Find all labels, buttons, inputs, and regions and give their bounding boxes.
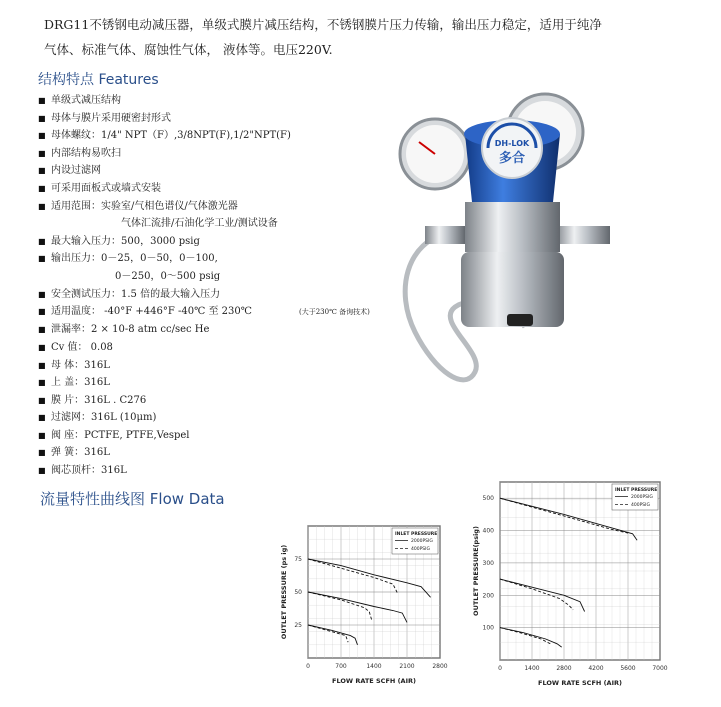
feature-item	[38, 268, 370, 286]
features-title: 结构特点 Features	[38, 72, 159, 88]
x-tick-label: 2800	[432, 663, 448, 670]
bullet-icon: ■	[38, 378, 46, 388]
feature-text: 上 盖：316L	[51, 377, 110, 389]
feature-item	[38, 409, 370, 427]
bullet-icon: ■	[38, 342, 46, 352]
feature-item	[38, 162, 370, 180]
x-tick-label: 1400	[366, 663, 382, 670]
x-tick-label: 4200	[588, 665, 604, 672]
feature-text: 弹 簧：316L	[51, 447, 110, 459]
feature-item	[38, 92, 370, 110]
feature-text: 内部结构易吹扫	[51, 147, 121, 159]
feature-text: 过滤网：316L (10μm)	[51, 412, 157, 424]
feature-item	[38, 444, 370, 462]
feature-text: 内设过滤网	[51, 165, 101, 177]
feature-text: 单级式减压结构	[51, 95, 121, 106]
feature-text: 母体螺纹：1/4" NPT（F）,3/8NPT(F),1/2"NPT(F)	[51, 130, 291, 142]
feature-text: 泄漏率：2 × 10-8 atm cc/sec He	[51, 324, 210, 336]
outlet-fitting	[555, 226, 610, 244]
bullet-icon: ■	[38, 183, 46, 193]
feature-item	[38, 110, 370, 128]
feature-text: Cv 值： 0.08	[51, 341, 113, 353]
x-tick-label: 0	[306, 663, 310, 670]
y-tick-label: 75	[294, 556, 302, 563]
bullet-icon: ■	[38, 360, 46, 370]
y-tick-label: 200	[482, 592, 494, 600]
x-tick-label: 0	[498, 665, 502, 672]
feature-item	[38, 321, 370, 339]
legend-entry: 2000PSIG	[631, 495, 653, 500]
feature-text: 适用范围：实验室/气相色谱仪/气体激光器	[51, 200, 238, 212]
feature-text: (大于230℃ 备询技术)	[299, 307, 370, 316]
feature-item	[38, 392, 370, 410]
bullet-icon: ■	[38, 254, 46, 264]
feature-text: 母 体：316L	[51, 359, 110, 371]
feature-text: 0－250，0～500 psig	[115, 270, 221, 282]
feature-text: 气体汇流排/石油化学工业/测试设备	[121, 218, 278, 230]
regulator-illustration	[395, 92, 635, 422]
x-tick-label: 7000	[652, 665, 668, 672]
bullet-icon: ■	[38, 466, 46, 476]
y-tick-label: 100	[482, 624, 494, 632]
y-axis-label: OUTLET PRESSURE(psig)	[472, 526, 480, 616]
feature-text: 可采用面板式或墙式安装	[51, 182, 161, 194]
feature-item	[38, 180, 370, 198]
bullet-icon: ■	[38, 166, 46, 176]
x-tick-label: 2100	[399, 663, 415, 670]
x-axis-label: FLOW RATE SCFH (AIR)	[538, 679, 622, 687]
bullet-icon	[38, 215, 51, 233]
intro-text	[44, 12, 694, 62]
brand-badge	[482, 118, 542, 178]
feature-item	[38, 339, 370, 357]
bullet-icon: ■	[38, 236, 46, 246]
bullet-icon: ■	[38, 148, 46, 158]
x-tick-label: 700	[335, 663, 347, 670]
feature-item	[38, 198, 370, 216]
x-axis-label: FLOW RATE SCFH (AIR)	[332, 677, 416, 685]
features-list	[38, 92, 370, 480]
legend-entry: 400PSIG	[631, 503, 650, 508]
bullet-icon: ■	[38, 201, 46, 211]
intro-line-1: DRG11不锈钢电动减压器，单级式膜片减压结构，不锈钢膜片压力传输，输出压力稳定，适用于纯净	[44, 17, 602, 32]
feature-item	[38, 145, 370, 163]
x-tick-label: 2800	[556, 665, 572, 672]
flow-data-title: 流量特性曲线图 Flow Data	[40, 490, 225, 508]
bullet-icon: ■	[38, 325, 46, 335]
legend-title: INLET PRESSURE	[615, 488, 658, 493]
bullet-icon: ■	[38, 307, 46, 317]
feature-text: 阀芯顶杆：316L	[51, 465, 127, 477]
product-image	[395, 92, 635, 422]
y-tick-label: 500	[482, 495, 494, 503]
logo-text: 多合	[498, 151, 526, 166]
flow-chart-1	[268, 520, 453, 694]
feature-item	[38, 286, 370, 304]
x-tick-label: 5600	[620, 665, 636, 672]
feature-item	[38, 357, 370, 375]
bullet-icon	[38, 268, 51, 286]
y-tick-label: 25	[294, 622, 302, 629]
y-tick-label: 400	[482, 527, 494, 535]
x-tick-label: 1400	[524, 665, 540, 672]
bullet-icon: ■	[38, 413, 46, 423]
feature-item	[38, 462, 370, 480]
bullet-icon: ■	[38, 448, 46, 458]
bullet-icon: ■	[38, 395, 46, 405]
regulator-body	[465, 202, 560, 252]
feature-item	[38, 427, 370, 445]
feature-text: 最大输入压力：500，3000 psig	[51, 235, 200, 247]
feature-item	[38, 250, 370, 268]
y-tick-label: 50	[294, 589, 302, 596]
legend-entry: 2000PSIG	[411, 539, 433, 544]
y-axis-label: OUTLET PRESSURE (ps ig)	[280, 544, 288, 640]
brand-text: DH-LOK	[494, 139, 530, 148]
legend-entry: 400PSIG	[411, 547, 430, 552]
bullet-icon: ■	[38, 430, 46, 440]
feature-item	[38, 127, 370, 145]
feature-text: 适用温度： -40°F +446°F -40℃ 至 230℃	[51, 306, 252, 318]
feature-item	[38, 215, 370, 233]
feature-text: 膜 片：316L . C276	[51, 394, 147, 406]
bullet-icon: ■	[38, 289, 46, 299]
bullet-icon: ■	[38, 96, 46, 105]
feature-text: 输出压力：0－25，0－50，0－100,	[51, 253, 218, 265]
intro-line-2: 气体、标准气体、腐蚀性气体， 液体等。电压220V.	[44, 42, 333, 57]
bullet-icon: ■	[38, 131, 46, 141]
feature-item	[38, 233, 370, 251]
flow-chart-2	[462, 478, 672, 694]
feature-text: 母体与膜片采用硬密封形式	[51, 112, 171, 124]
legend-title: INLET PRESSURE	[395, 532, 438, 537]
inlet-fitting	[425, 226, 465, 244]
y-tick-label: 300	[482, 559, 494, 567]
bullet-icon: ■	[38, 113, 46, 123]
flow-chart-2-svg	[462, 478, 672, 690]
feature-text: 安全测试压力：1.5 倍的最大输入压力	[51, 288, 221, 300]
feature-item	[38, 374, 370, 392]
flow-chart-1-svg	[268, 520, 453, 690]
feature-text: 阀 座：PCTFE, PTFE,Vespel	[51, 429, 190, 441]
